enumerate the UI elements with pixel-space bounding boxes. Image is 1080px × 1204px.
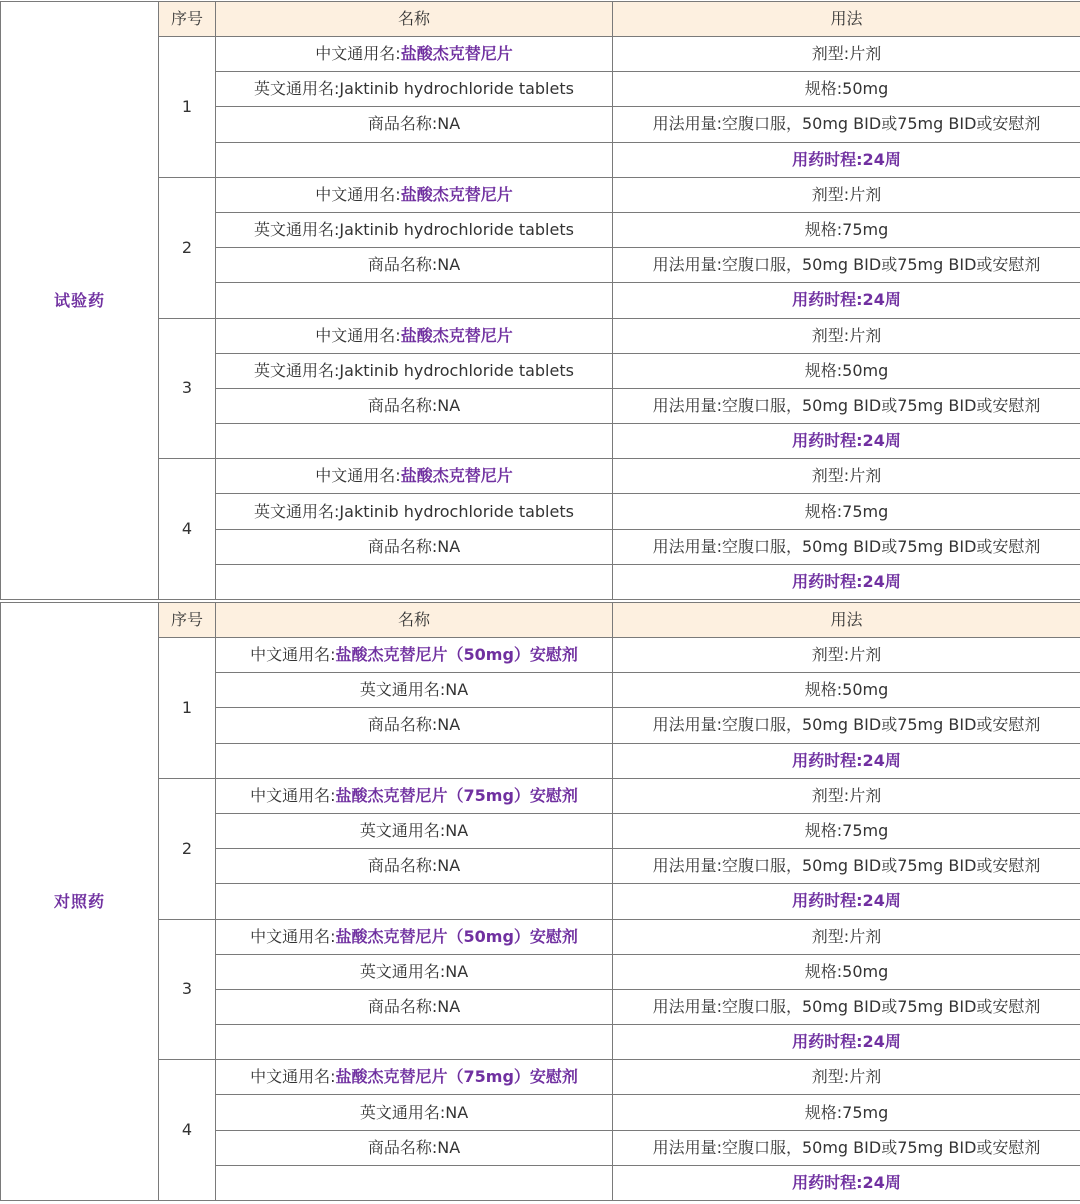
cn-generic-name-cell [216,638,613,673]
cn-generic-name-cell [216,37,613,72]
cn-generic-name-label: 中文通用名: [315,184,401,204]
duration: 用药时程:24周 [613,1165,1080,1200]
trade-name: 商品名称:NA [216,107,613,142]
specification: 规格:75mg [613,212,1080,247]
trade-name: 商品名称:NA [216,1130,613,1165]
table-row [1,177,1080,212]
cn-generic-name-value: 盐酸杰克替尼片（75mg）安慰剂 [335,1067,578,1087]
specification: 规格:50mg [613,72,1080,107]
dosage-usage: 用法用量:空腹口服，50mg BID或75mg BID或安慰剂 [613,849,1080,884]
item-number: 3 [159,318,216,459]
dosage-usage: 用法用量:空腹口服，50mg BID或75mg BID或安慰剂 [613,1130,1080,1165]
dosage-usage: 用法用量:空腹口服，50mg BID或75mg BID或安慰剂 [613,248,1080,283]
duration: 用药时程:24周 [613,142,1080,177]
table-row [1,919,1080,954]
cn-generic-name-value: 盐酸杰克替尼片（50mg）安慰剂 [335,645,578,665]
header-row [1,603,1080,638]
dosage-usage: 用法用量:空腹口服，50mg BID或75mg BID或安慰剂 [613,388,1080,423]
cn-generic-name-label: 中文通用名: [250,1067,336,1087]
specification: 规格:75mg [613,1095,1080,1130]
dosage-form: 剂型:片剂 [613,37,1080,72]
item-number: 2 [159,778,216,919]
trade-name: 商品名称:NA [216,248,613,283]
empty-cell [216,142,613,177]
specification: 规格:50mg [613,673,1080,708]
control-drug-table [0,602,1080,1201]
group-label: 对照药 [1,603,159,1201]
en-generic-name: 英文通用名:Jaktinib hydrochloride tablets [216,494,613,529]
specification: 规格:50mg [613,353,1080,388]
table-row [1,778,1080,813]
cn-generic-name-value: 盐酸杰克替尼片 [400,184,513,204]
item-number: 1 [159,37,216,178]
cn-generic-name-cell [216,1060,613,1095]
header-row [1,2,1080,37]
header-no: 序号 [159,603,216,638]
specification: 规格:75mg [613,494,1080,529]
cn-generic-name-value: 盐酸杰克替尼片 [400,466,513,486]
en-generic-name: 英文通用名:Jaktinib hydrochloride tablets [216,72,613,107]
cn-generic-name-label: 中文通用名: [315,466,401,486]
en-generic-name: 英文通用名:NA [216,813,613,848]
cn-generic-name-cell [216,318,613,353]
cn-generic-name-cell [216,459,613,494]
empty-cell [216,743,613,778]
header-name: 名称 [216,2,613,37]
cn-generic-name-label: 中文通用名: [315,325,401,345]
trade-name: 商品名称:NA [216,849,613,884]
dosage-form: 剂型:片剂 [613,459,1080,494]
header-usage: 用法 [613,2,1080,37]
header-name: 名称 [216,603,613,638]
cn-generic-name-label: 中文通用名: [250,645,336,665]
table-row [1,1060,1080,1095]
dosage-form: 剂型:片剂 [613,638,1080,673]
table-row [1,37,1080,72]
cn-generic-name-cell [216,778,613,813]
cn-generic-name-value: 盐酸杰克替尼片 [400,44,513,64]
cn-generic-name-label: 中文通用名: [250,926,336,946]
en-generic-name: 英文通用名:NA [216,673,613,708]
table-row [1,318,1080,353]
empty-cell [216,283,613,318]
trade-name: 商品名称:NA [216,708,613,743]
item-number: 3 [159,919,216,1060]
duration: 用药时程:24周 [613,1025,1080,1060]
test-drug-table [0,1,1080,600]
dosage-form: 剂型:片剂 [613,778,1080,813]
item-number: 4 [159,459,216,600]
dosage-form: 剂型:片剂 [613,919,1080,954]
cn-generic-name-value: 盐酸杰克替尼片（50mg）安慰剂 [335,926,578,946]
cn-generic-name-cell [216,919,613,954]
header-no: 序号 [159,2,216,37]
group-label: 试验药 [1,2,159,600]
item-number: 2 [159,177,216,318]
item-number: 1 [159,638,216,779]
cn-generic-name-cell [216,177,613,212]
specification: 规格:75mg [613,813,1080,848]
table-row [1,459,1080,494]
dosage-usage: 用法用量:空腹口服，50mg BID或75mg BID或安慰剂 [613,529,1080,564]
cn-generic-name-label: 中文通用名: [250,785,336,805]
empty-cell [216,424,613,459]
empty-cell [216,884,613,919]
cn-generic-name-value: 盐酸杰克替尼片（75mg）安慰剂 [335,785,578,805]
en-generic-name: 英文通用名:NA [216,954,613,989]
dosage-usage: 用法用量:空腹口服，50mg BID或75mg BID或安慰剂 [613,708,1080,743]
duration: 用药时程:24周 [613,564,1080,599]
item-number: 4 [159,1060,216,1201]
cn-generic-name-label: 中文通用名: [315,44,401,64]
dosage-form: 剂型:片剂 [613,318,1080,353]
table-row [1,638,1080,673]
en-generic-name: 英文通用名:Jaktinib hydrochloride tablets [216,353,613,388]
header-usage: 用法 [613,603,1080,638]
duration: 用药时程:24周 [613,283,1080,318]
duration: 用药时程:24周 [613,743,1080,778]
duration: 用药时程:24周 [613,424,1080,459]
trade-name: 商品名称:NA [216,388,613,423]
en-generic-name: 英文通用名:Jaktinib hydrochloride tablets [216,212,613,247]
en-generic-name: 英文通用名:NA [216,1095,613,1130]
duration: 用药时程:24周 [613,884,1080,919]
empty-cell [216,564,613,599]
dosage-usage: 用法用量:空腹口服，50mg BID或75mg BID或安慰剂 [613,989,1080,1024]
empty-cell [216,1165,613,1200]
dosage-usage: 用法用量:空腹口服，50mg BID或75mg BID或安慰剂 [613,107,1080,142]
dosage-form: 剂型:片剂 [613,177,1080,212]
empty-cell [216,1025,613,1060]
dosage-form: 剂型:片剂 [613,1060,1080,1095]
trade-name: 商品名称:NA [216,529,613,564]
cn-generic-name-value: 盐酸杰克替尼片 [400,325,513,345]
specification: 规格:50mg [613,954,1080,989]
trade-name: 商品名称:NA [216,989,613,1024]
